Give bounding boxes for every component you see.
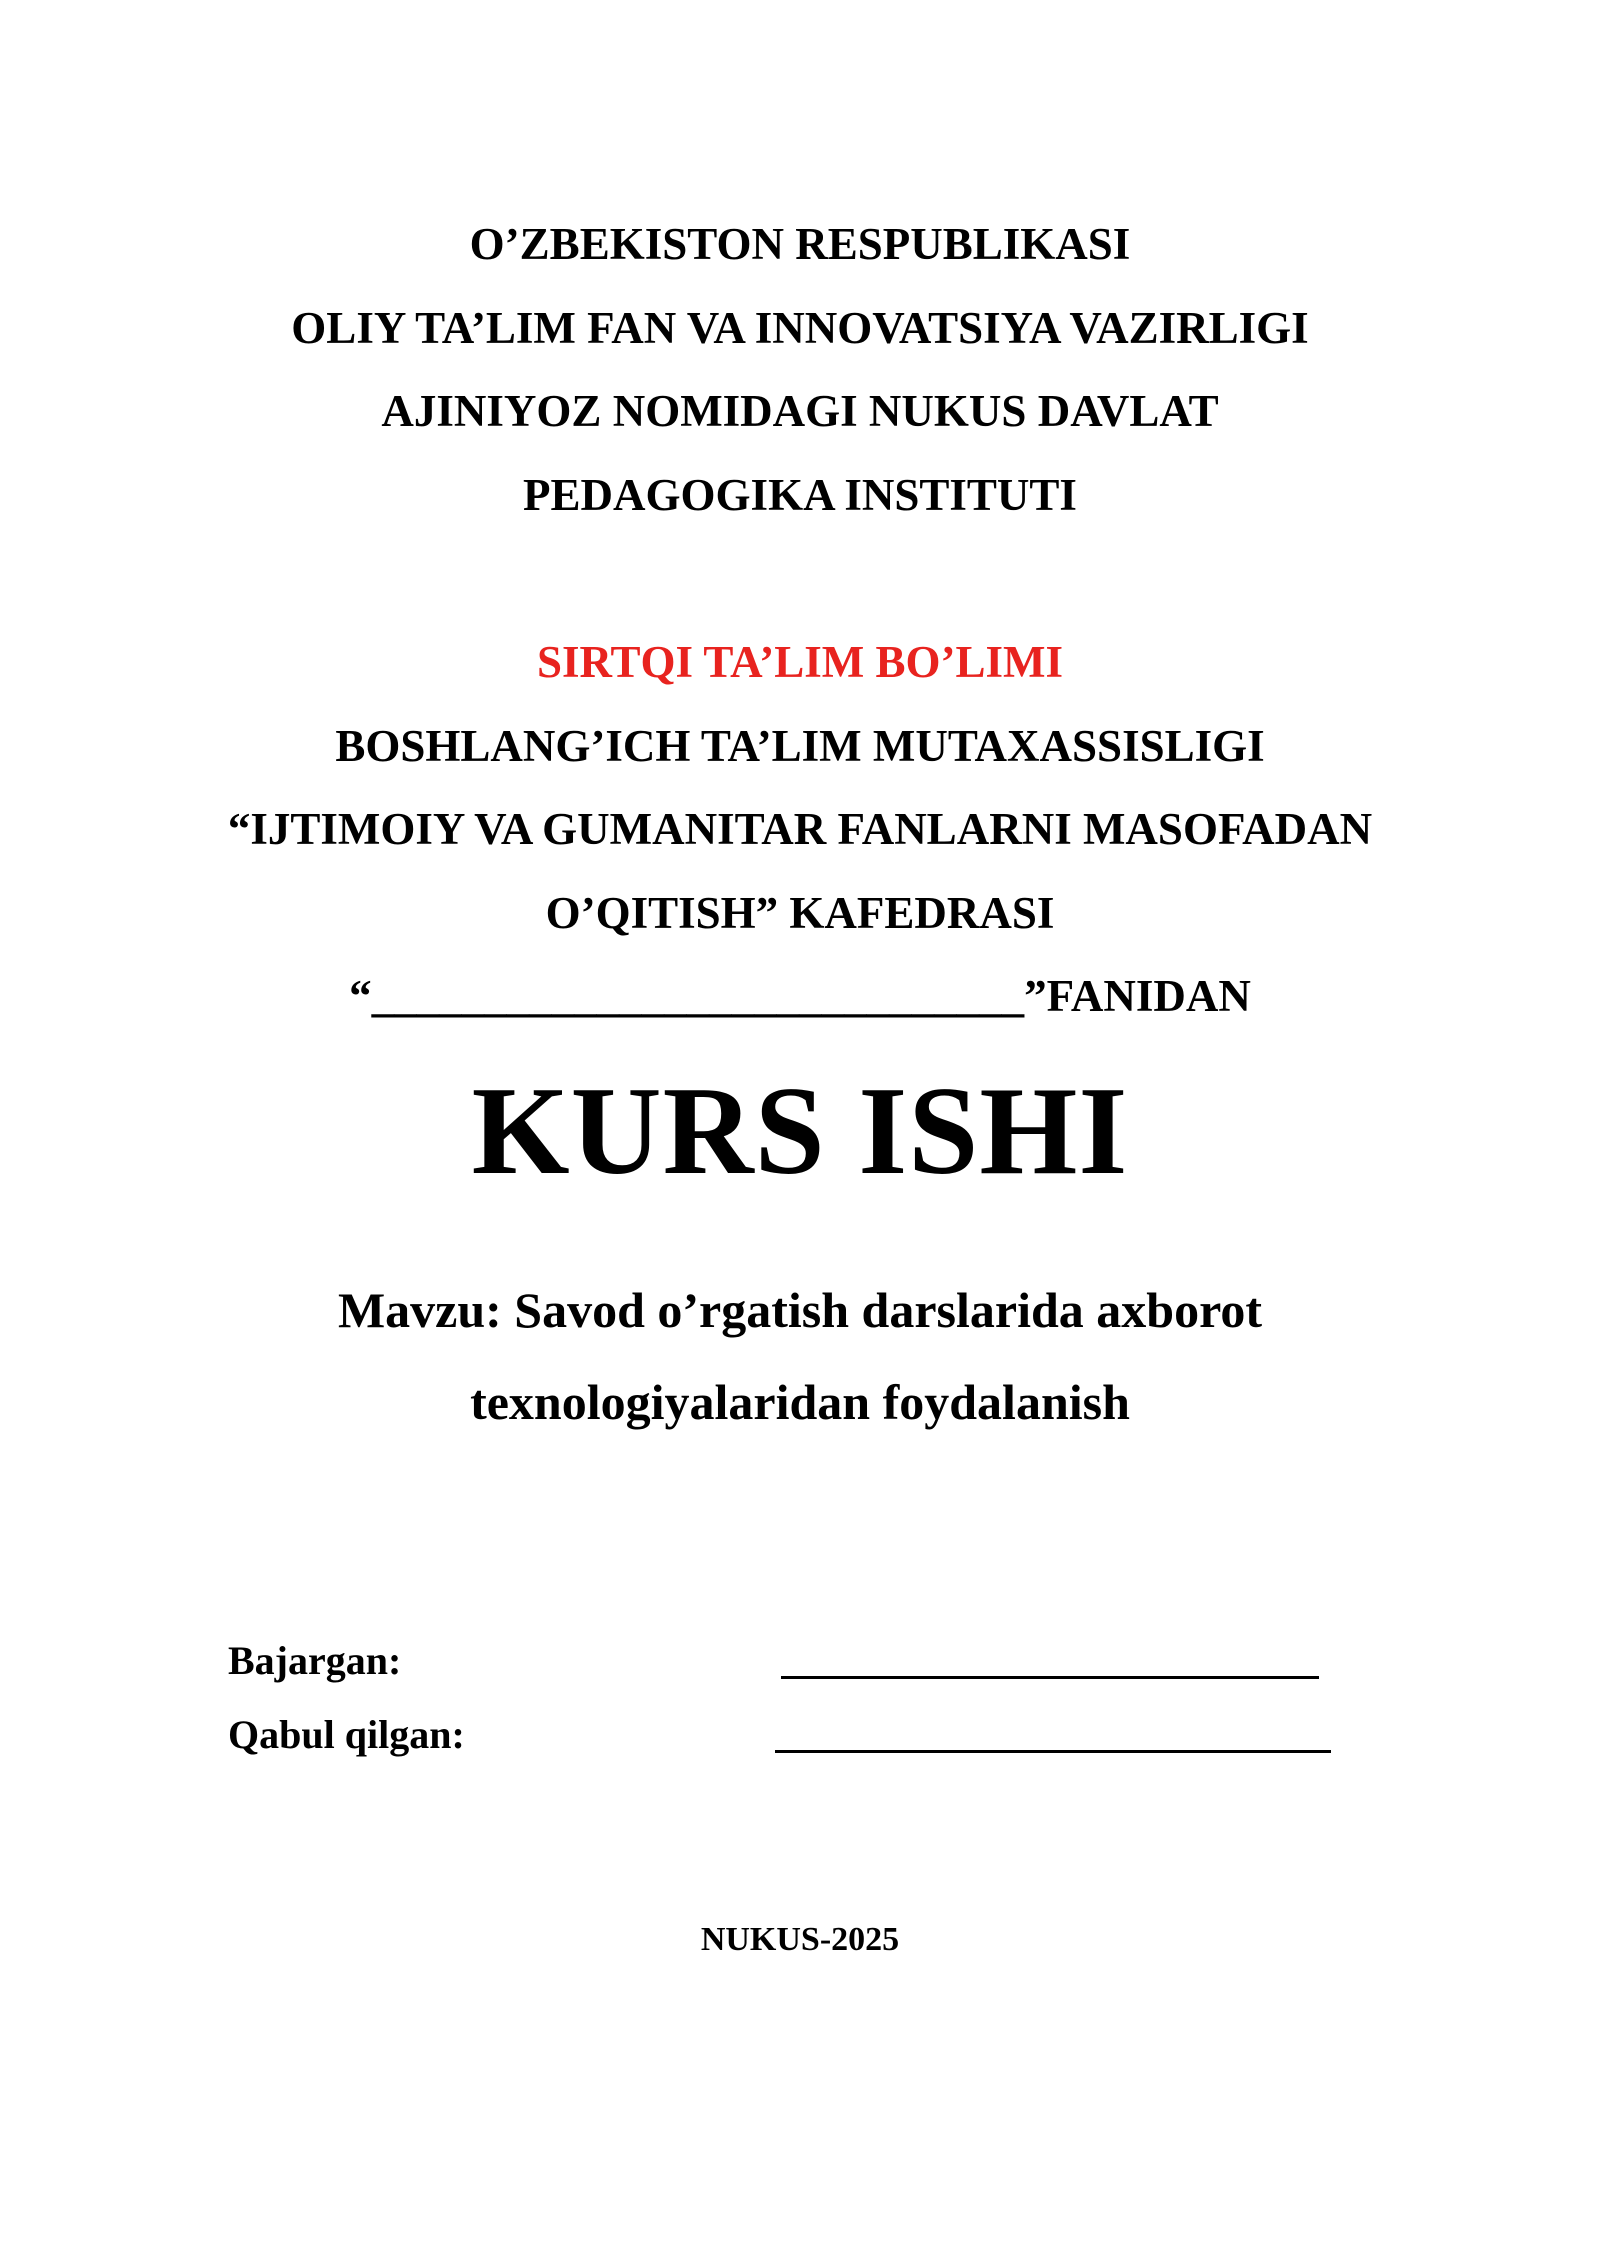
topic-line2: texnologiyalaridan foydalanish [470, 1374, 1130, 1430]
performed-label: Bajargan: [228, 1638, 402, 1683]
department-section: SIRTQI TA’LIM BO’LIMI [536, 637, 1063, 687]
header-country: O’ZBEKISTON RESPUBLIKASI [469, 219, 1131, 269]
topic-line1: Mavzu: Savod o’rgatish darslarida axborot [337, 1282, 1263, 1338]
department-specialty: BOSHLANG’ICH TA’LIM MUTAXASSISLIGI [335, 721, 1265, 771]
subject-line: “_____________________________”FANIDAN [349, 971, 1251, 1021]
accepted-label: Qabul qilgan: [228, 1712, 465, 1757]
department-chair-line2: O’QITISH” KAFEDRASI [545, 888, 1055, 938]
header-institute-line1: AJINIYOZ NOMIDAGI NUKUS DAVLAT [381, 386, 1219, 436]
department-chair-line1: “IJTIMOIY VA GUMANITAR FANLARNI MASOFADAN [227, 804, 1373, 854]
header-institute-line2: PEDAGOGIKA INSTITUTI [523, 470, 1077, 520]
performed-signature-line [781, 1676, 1319, 1679]
header-ministry: OLIY TA’LIM FAN VA INNOVATSIYA VAZIRLIGI [291, 303, 1309, 353]
accepted-signature-line [775, 1750, 1331, 1753]
footer-city-year: NUKUS-2025 [700, 1921, 900, 1958]
document-title: KURS ISHI [471, 1062, 1129, 1201]
